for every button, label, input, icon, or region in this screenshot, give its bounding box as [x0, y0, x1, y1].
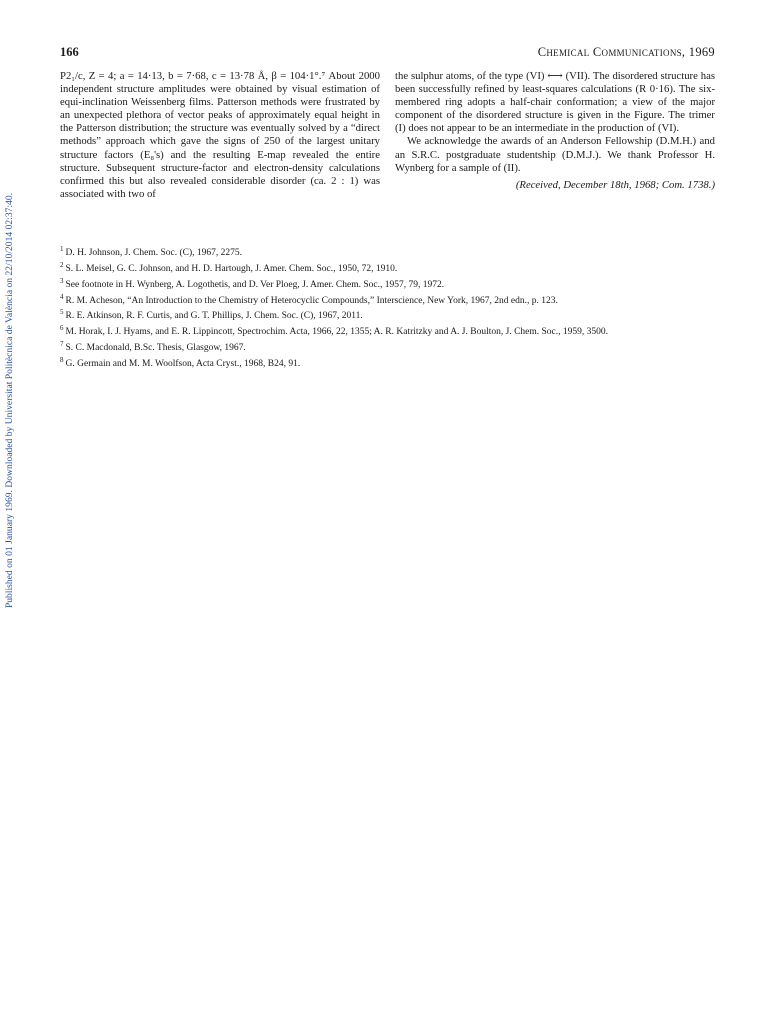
references-list — [60, 244, 715, 371]
received-date: (Received, December 18th, 1968; Com. 1738.) — [515, 178, 715, 191]
reference-item — [60, 339, 715, 355]
reference-number: 4 — [60, 292, 64, 301]
reference-text: M. Horak, I. J. Hyams, and E. R. Lippincott, Spectrochim. Acta, 1966, 22, 1355; A. R. Katritzky and A. J. Boulton, J. Chem. Soc., 1959, 3500. — [65, 327, 609, 338]
reference-text: See footnote in H. Wynberg, A. Logothetis, and D. Ver Ploeg, J. Amer. Chem. Soc., 1957, 79, 1972. — [65, 279, 445, 290]
reference-text: R. E. Atkinson, R. F. Curtis, and G. T. Phillips, J. Chem. Soc. (C), 1967, 2011. — [65, 311, 363, 322]
reference-number: 1 — [60, 245, 64, 253]
reference-number: 6 — [60, 324, 64, 333]
download-watermark — [2, 160, 18, 640]
body-columns — [60, 70, 715, 201]
reference-item — [60, 292, 715, 308]
right-paragraph-1: the sulphur atoms, of the type (VI) ⟷ (VII). The disordered structure has been successfully refined by least-squares calculations (R 0·16). The six-membered ring adopts a half-chair conformation; a view of the major component of the disordered structure is given in the Figure. The trimer (I) does not appear to be an intermediate in the production of (VI). — [395, 70, 715, 135]
reference-item — [60, 355, 715, 371]
right-column — [395, 70, 715, 201]
journal-title: Chemical Communications, 1969 — [537, 45, 715, 59]
download-watermark-text: Published on 01 January 1969. Downloaded by Universitat Politècnica de València on 22/10/2014 02:37:40. — [4, 192, 16, 608]
reference-item — [60, 323, 715, 339]
reference-item — [60, 260, 715, 276]
page-header — [60, 45, 715, 60]
reference-text: D. H. Johnson, J. Chem. Soc. (C), 1967, 2275. — [65, 248, 243, 259]
left-paragraph: P2₁/c, Z = 4; a = 14·13, b = 7·68, c = 13·78 Å, β = 104·1°.⁷ About 2000 independent structure amplitudes were obtained by visual estimation of equi-inclination Weissenberg films. Patterson methods were frustrated by an unexpected plethora of vector peaks of approximately equal height in the Patterson distribution; the structure was eventually solved by a “direct methods” approach which gave the signs of 250 of the largest unitary structure factors (E₈'s) and the resulting E-map revealed the entire structure. Subsequent structure-factor and electron-density calculations confirmed this but also revealed considerable disorder (ca. 2 : 1) was associated with two of — [60, 70, 380, 200]
reference-number: 2 — [60, 260, 64, 269]
reference-text: R. M. Acheson, “An Introduction to the Chemistry of Heterocyclic Compounds,” Interscience, New York, 1967, 2nd edn., p. 123. — [65, 295, 558, 306]
reference-text: S. C. Macdonald, B.Sc. Thesis, Glasgow, 1967. — [65, 343, 246, 354]
page-number: 166 — [60, 45, 79, 59]
reference-item — [60, 307, 715, 323]
reference-text: S. L. Meisel, G. C. Johnson, and H. D. Hartough, J. Amer. Chem. Soc., 1950, 72, 1910. — [65, 264, 398, 275]
reference-item — [60, 244, 715, 260]
reference-number: 8 — [60, 356, 64, 365]
reference-number: 3 — [60, 276, 64, 285]
reference-number: 5 — [60, 308, 64, 317]
acknowledgement-paragraph: We acknowledge the awards of an Anderson Fellowship (D.M.H.) and an S.R.C. postgraduate studentship (D.M.J.). We thank Professor H. Wynberg for a sample of (II). — [395, 135, 715, 174]
reference-number: 7 — [60, 340, 64, 349]
reference-text: G. Germain and M. M. Woolfson, Acta Cryst., 1968, B24, 91. — [65, 359, 301, 370]
left-column — [60, 70, 380, 201]
reference-item — [60, 276, 715, 292]
